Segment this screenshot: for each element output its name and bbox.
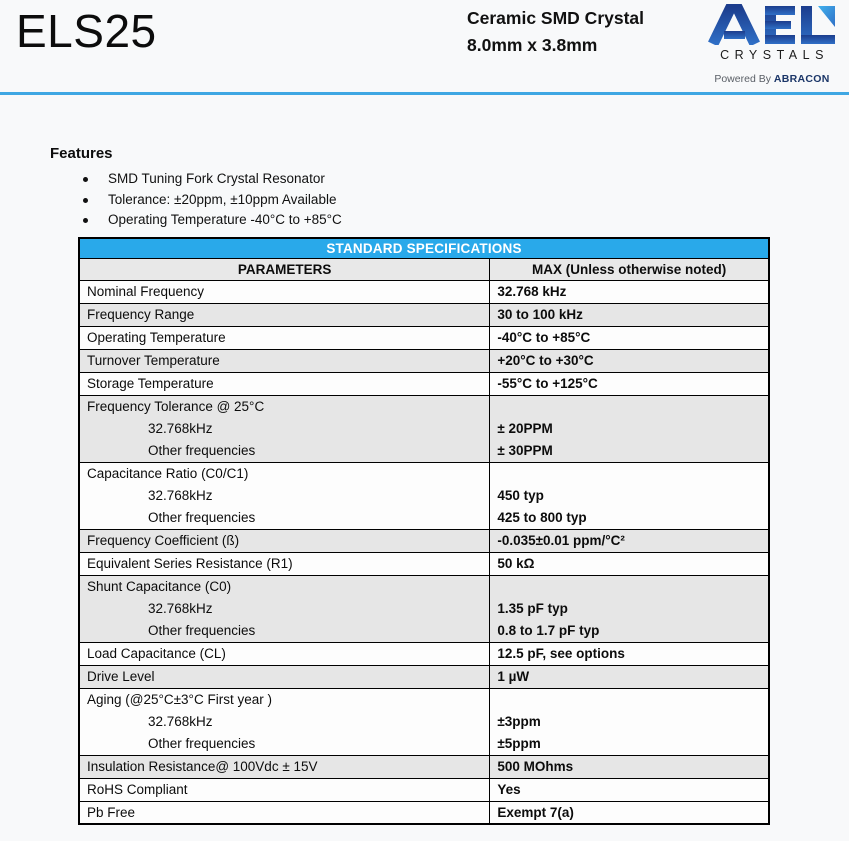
value-cell: 12.5 pF, see options	[490, 642, 769, 665]
feature-item: SMD Tuning Fork Crystal Resonator	[50, 169, 342, 190]
features-section	[50, 145, 342, 231]
sub-param: 32.768kHz	[148, 600, 213, 616]
logo-wordmark: CRYSTALS	[720, 48, 829, 62]
product-subtitle	[467, 5, 644, 59]
value-cell: 500 MOhms	[490, 755, 769, 778]
value-cell: 30 to 100 kHz	[490, 303, 769, 326]
spec-row	[79, 778, 769, 801]
value-cell: +20°C to +30°C	[490, 349, 769, 372]
blank-line	[490, 576, 768, 598]
features-heading: Features	[50, 145, 113, 162]
sub-value: 450 typ	[497, 487, 544, 503]
param-label: Frequency Tolerance @ 25°C	[87, 398, 265, 414]
page-header	[0, 0, 849, 92]
spec-row-group	[79, 688, 769, 755]
ael-logo-icon	[707, 4, 837, 45]
spec-row-group	[79, 395, 769, 462]
sub-param: 32.768kHz	[148, 713, 213, 729]
spec-row-group	[79, 575, 769, 642]
subtitle-line-1: Ceramic SMD Crystal	[467, 8, 645, 28]
param-cell: Storage Temperature	[79, 372, 490, 395]
value-cell: -0.035±0.01 ppm/°C²	[490, 529, 769, 552]
sub-value: 0.8 to 1.7 pF typ	[497, 622, 600, 638]
value-cell: 50 kΩ	[490, 552, 769, 575]
spec-row	[79, 280, 769, 303]
powered-by-prefix: Powered By	[714, 73, 771, 85]
sub-value: ± 30PPM	[497, 442, 553, 458]
spec-row	[79, 303, 769, 326]
blank-line	[490, 689, 768, 711]
spec-row	[79, 529, 769, 552]
col-header-max: MAX (Unless otherwise noted)	[490, 258, 769, 280]
param-cell: Turnover Temperature	[79, 349, 490, 372]
value-cell	[490, 462, 769, 529]
powered-by	[703, 73, 841, 85]
value-cell: Exempt 7(a)	[490, 801, 769, 824]
abracon-brand: ABRACON	[773, 73, 830, 85]
value-cell: -40°C to +85°C	[490, 326, 769, 349]
param-cell	[79, 462, 490, 529]
sub-value: ±3ppm	[497, 713, 541, 729]
param-label: Shunt Capacitance (C0)	[87, 578, 232, 594]
ael-crystals-logo	[703, 4, 841, 85]
feature-item: Tolerance: ±20ppm, ±10ppm Available	[50, 190, 342, 211]
table-header-row	[79, 258, 769, 280]
sub-param: Other frequencies	[148, 442, 256, 458]
spec-row	[79, 552, 769, 575]
header-divider	[0, 92, 849, 95]
specifications-table	[78, 237, 770, 825]
param-cell: Frequency Range	[79, 303, 490, 326]
value-cell: -55°C to +125°C	[490, 372, 769, 395]
blank-line	[490, 396, 768, 418]
param-cell	[79, 395, 490, 462]
sub-param: 32.768kHz	[148, 420, 213, 436]
sub-param: Other frequencies	[148, 735, 256, 751]
sub-param: Other frequencies	[148, 622, 256, 638]
sub-value: ± 20PPM	[497, 420, 553, 436]
param-cell: RoHS Compliant	[79, 778, 490, 801]
param-cell	[79, 688, 490, 755]
param-label: Capacitance Ratio (C0/C1)	[87, 465, 249, 481]
value-cell: 32.768 kHz	[490, 280, 769, 303]
value-cell: 1 µW	[490, 665, 769, 688]
param-label: Aging (@25°C±3°C First year )	[87, 691, 272, 707]
param-cell: Insulation Resistance@ 100Vdc ± 15V	[79, 755, 490, 778]
spec-row	[79, 801, 769, 824]
spec-row	[79, 349, 769, 372]
param-cell	[79, 575, 490, 642]
spec-row	[79, 326, 769, 349]
subtitle-line-2: 8.0mm x 3.8mm	[467, 35, 598, 55]
param-cell: Drive Level	[79, 665, 490, 688]
value-cell	[490, 575, 769, 642]
spec-row	[79, 642, 769, 665]
param-cell: Load Capacitance (CL)	[79, 642, 490, 665]
sub-value: ±5ppm	[497, 735, 541, 751]
spec-row	[79, 372, 769, 395]
spec-row-group	[79, 462, 769, 529]
col-header-parameters: PARAMETERS	[79, 258, 490, 280]
sub-param: Other frequencies	[148, 509, 256, 525]
spec-row	[79, 665, 769, 688]
param-cell: Nominal Frequency	[79, 280, 490, 303]
table-title: STANDARD SPECIFICATIONS	[79, 238, 769, 258]
table-title-row	[79, 238, 769, 258]
sub-param: 32.768kHz	[148, 487, 213, 503]
param-cell: Frequency Coefficient (ß)	[79, 529, 490, 552]
param-cell: Equivalent Series Resistance (R1)	[79, 552, 490, 575]
features-list	[50, 169, 342, 231]
sub-value: 425 to 800 typ	[497, 509, 587, 525]
feature-item: Operating Temperature -40°C to +85°C	[50, 210, 342, 231]
value-cell: Yes	[490, 778, 769, 801]
sub-value: 1.35 pF typ	[497, 600, 568, 616]
value-cell	[490, 395, 769, 462]
blank-line	[490, 463, 768, 485]
spec-row	[79, 755, 769, 778]
value-cell	[490, 688, 769, 755]
param-cell: Operating Temperature	[79, 326, 490, 349]
param-cell: Pb Free	[79, 801, 490, 824]
page-title: ELS25	[16, 5, 157, 57]
